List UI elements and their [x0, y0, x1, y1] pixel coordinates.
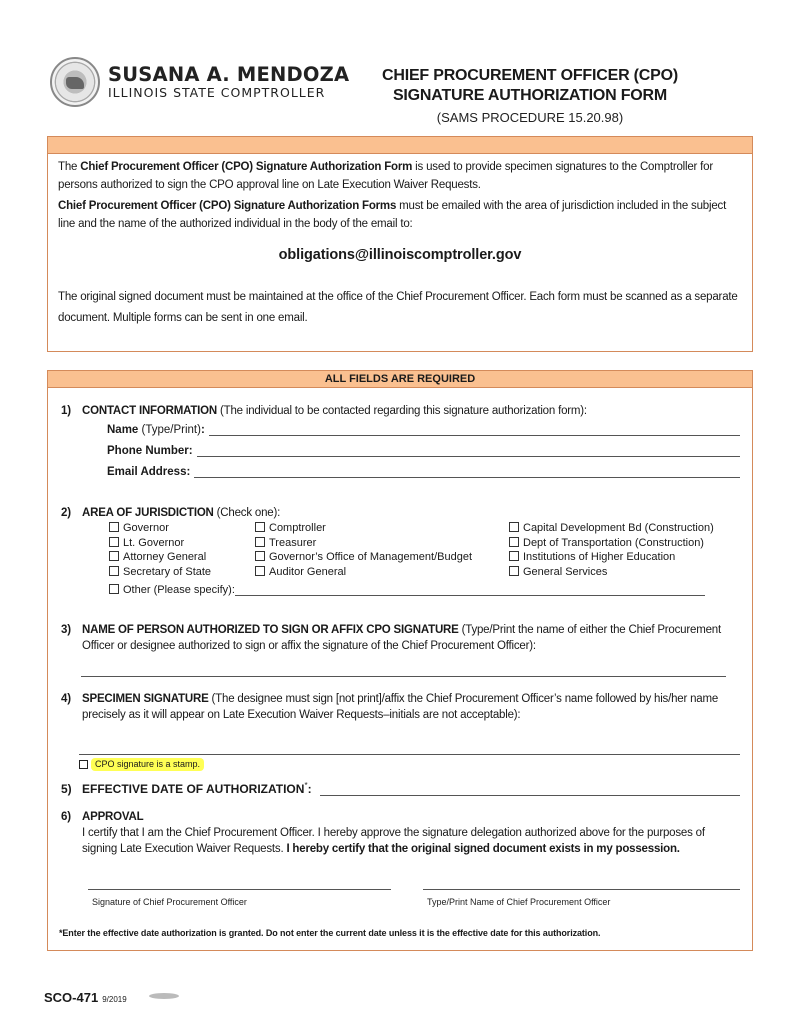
- cpo-printed-name-input[interactable]: [423, 889, 740, 890]
- illinois-seal-icon: [50, 57, 100, 107]
- checkbox[interactable]: [109, 584, 119, 594]
- checkbox[interactable]: [509, 522, 519, 532]
- intro-paragraph-1: [58, 158, 742, 194]
- jurisdiction-option-comptroller[interactable]: Comptroller: [255, 521, 326, 535]
- section-contact-information: [61, 403, 740, 419]
- section-title: SPECIMEN SIGNATURE: [82, 693, 209, 705]
- section-specimen-signature: [61, 691, 740, 723]
- section-title: AREA OF JURISDICTION: [82, 507, 214, 519]
- section-number: 3): [61, 624, 71, 636]
- approval-certification: I hereby certify that the original signed document exists in my possession.: [286, 843, 680, 855]
- union-label-icon: [149, 993, 179, 999]
- section-area-of-jurisdiction: [61, 505, 740, 521]
- required-fields-header: ALL FIELDS ARE REQUIRED: [48, 371, 752, 388]
- jurisdiction-option-other[interactable]: Other (Please specify):: [109, 584, 235, 596]
- jurisdiction-option-attorney-general[interactable]: Attorney General: [109, 550, 206, 564]
- section-description: (Check one):: [213, 507, 281, 519]
- effective-date-input[interactable]: [320, 784, 740, 796]
- contact-name-label: Name (Type/Print):: [107, 424, 205, 436]
- contact-name-input[interactable]: [209, 424, 740, 436]
- jurisdiction-option-secretary-of-state[interactable]: Secretary of State: [109, 565, 211, 579]
- checkbox[interactable]: [509, 537, 519, 547]
- cpo-printed-name-label: Type/Print Name of Chief Procurement Officer: [427, 897, 611, 907]
- email-address-input[interactable]: [194, 466, 740, 478]
- checkbox[interactable]: [109, 537, 119, 547]
- jurisdiction-option-dept-of-transportation[interactable]: Dept of Transportation (Construction): [509, 536, 704, 550]
- jurisdiction-option-gomb[interactable]: Governor’s Office of Management/Budget: [255, 550, 472, 564]
- intro-paragraph-3: The original signed document must be maintained at the office of the Chief Procurement Officer. Each form must be scanned as a separate document. Multiple forms can be sent in one email.: [58, 291, 738, 324]
- section-title: CONTACT INFORMATION: [82, 405, 218, 417]
- intro-form-name: Chief Procurement Officer (CPO) Signature Authorization Form: [80, 161, 413, 173]
- jurisdiction-option-treasurer[interactable]: Treasurer: [255, 536, 316, 550]
- approval-text: I certify that I am the Chief Procurement Officer. I hereby approve the signature delegation authorized above for the purposes of signing Late Execution Waiver Requests.: [82, 827, 705, 855]
- form-title-block: [360, 66, 700, 127]
- form-title-line2: SIGNATURE AUTHORIZATION FORM: [392, 87, 668, 104]
- section-number: 6): [61, 811, 71, 823]
- jurisdiction-option-capital-development-bd[interactable]: Capital Development Bd (Construction): [509, 521, 714, 535]
- phone-number-label: Phone Number:: [107, 445, 193, 457]
- intro-text: is used to provide specimen signatures to the Comptroller for persons authorized to sign the CPO approval line on Late Execution Waiver Requests.: [58, 161, 713, 191]
- checkbox[interactable]: [509, 566, 519, 576]
- contact-name-field[interactable]: [107, 424, 740, 436]
- section-number: 2): [61, 507, 71, 519]
- checkbox[interactable]: [255, 566, 265, 576]
- logo-name: SUSANA A. MENDOZA: [108, 63, 350, 86]
- jurisdiction-option-auditor-general[interactable]: Auditor General: [255, 565, 346, 579]
- page-footer: [44, 990, 179, 1005]
- form-revision-date: 9/2019: [102, 995, 127, 1004]
- section-authorized-person: [61, 622, 740, 654]
- phone-number-input[interactable]: [197, 445, 740, 457]
- jurisdiction-option-lt-governor[interactable]: Lt. Governor: [109, 536, 184, 550]
- procedure-number: (SAMS PROCEDURE 15.20.98): [436, 110, 624, 125]
- cpo-stamp-option[interactable]: [79, 758, 204, 771]
- section-number: 1): [61, 405, 71, 417]
- effective-date-footnote: *Enter the effective date authorization is granted. Do not enter the current date unless it is the effective date for this authorization.: [59, 928, 601, 938]
- phone-number-field[interactable]: [107, 445, 740, 457]
- intro-text: The: [58, 161, 81, 173]
- checkbox[interactable]: [109, 522, 119, 532]
- stamp-checkbox[interactable]: [79, 760, 88, 769]
- intro-paragraph-2: [58, 197, 742, 233]
- intro-text: must be emailed with the area of jurisdiction included in the subject line and the name of the authorized individual in the body of the email to:: [58, 200, 727, 230]
- email-address-field[interactable]: [107, 466, 740, 478]
- section-description: (The individual to be contacted regarding this signature authorization form):: [217, 405, 587, 417]
- section-number: 4): [61, 693, 71, 705]
- logo-subtitle: ILLINOIS STATE COMPTROLLER: [108, 84, 326, 100]
- authorized-person-name-input[interactable]: [81, 676, 726, 677]
- instructions-box-header: [48, 137, 752, 154]
- jurisdiction-other-field[interactable]: [109, 584, 705, 596]
- other-specify-input[interactable]: [235, 584, 705, 596]
- checkbox[interactable]: [109, 566, 119, 576]
- form-id: SCO-471: [44, 990, 99, 1005]
- section-title: NAME OF PERSON AUTHORIZED TO SIGN OR AFFIX CPO SIGNATURE: [82, 624, 459, 636]
- jurisdiction-option-governor[interactable]: Governor: [109, 521, 169, 535]
- checkbox[interactable]: [255, 537, 265, 547]
- checkbox[interactable]: [255, 522, 265, 532]
- instructions-box: [47, 136, 753, 352]
- submission-email[interactable]: obligations@illinoiscomptroller.gov: [278, 247, 522, 263]
- cpo-signature-label: Signature of Chief Procurement Officer: [92, 897, 247, 907]
- section-approval: [61, 809, 740, 857]
- jurisdiction-option-general-services[interactable]: General Services: [509, 565, 607, 579]
- section-description: (The designee must sign [not print]/affix the Chief Procurement Officer’s name followed by his/her name precisely as it will appear on Late Execution Waiver Requests–initials are not acceptable):: [82, 693, 719, 721]
- section-title: APPROVAL: [82, 811, 144, 823]
- checkbox[interactable]: [255, 551, 265, 561]
- checkbox[interactable]: [109, 551, 119, 561]
- checkbox[interactable]: [509, 551, 519, 561]
- form-box: [47, 370, 753, 951]
- cpo-signature-input[interactable]: [88, 889, 391, 890]
- comptroller-logo: [50, 57, 349, 107]
- email-address-label: Email Address:: [107, 466, 191, 478]
- section-description: (Type/Print the name of either the Chief Procurement Officer or designee authorized to sign or affix the signature of the Chief Procurement Officer):: [82, 624, 721, 652]
- intro-form-name: Chief Procurement Officer (CPO) Signature Authorization Forms: [58, 200, 397, 212]
- effective-date-field[interactable]: [61, 781, 740, 796]
- effective-date-label: 5) EFFECTIVE DATE OF AUTHORIZATION*:: [61, 781, 312, 796]
- stamp-label: CPO signature is a stamp.: [91, 758, 204, 771]
- jurisdiction-option-higher-education[interactable]: Institutions of Higher Education: [509, 550, 675, 564]
- specimen-signature-input[interactable]: [79, 754, 740, 755]
- form-title-line1: CHIEF PROCUREMENT OFFICER (CPO): [381, 67, 679, 84]
